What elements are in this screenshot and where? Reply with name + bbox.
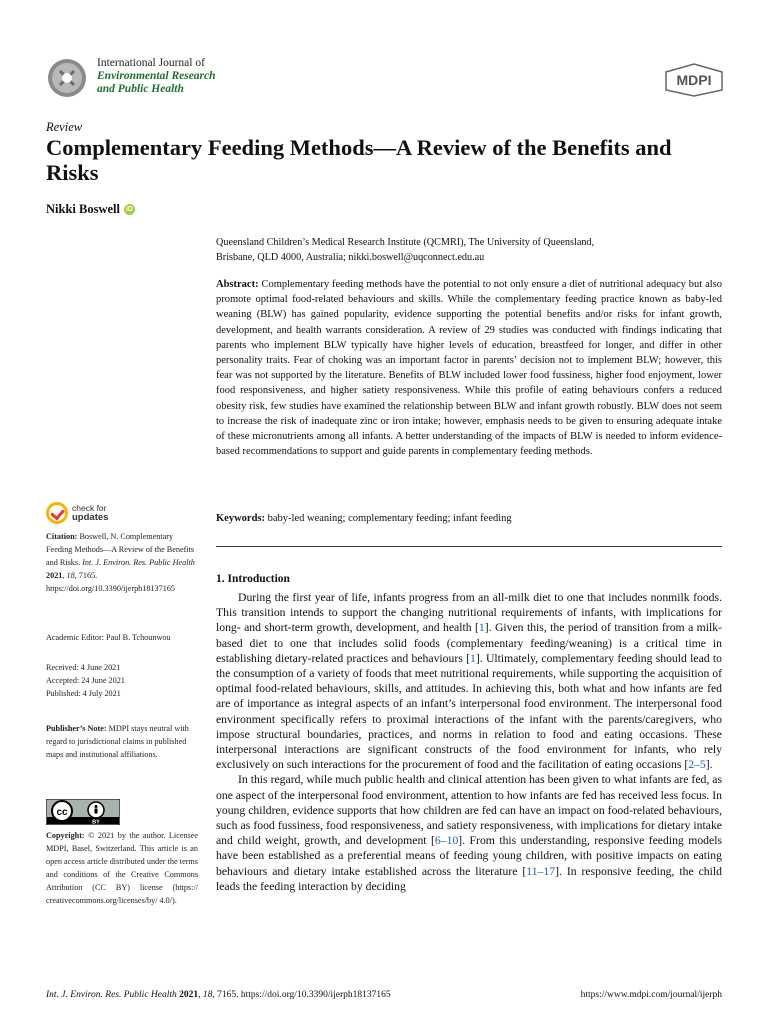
footer-citation: Int. J. Environ. Res. Public Health 2021, 18, 7165. https://doi.org/10.3390/ijerph18137165	[46, 990, 391, 1000]
check-for-updates-button[interactable]	[46, 502, 108, 524]
author-name: Nikki Boswell	[46, 202, 120, 216]
abstract	[216, 277, 722, 459]
body-text	[216, 590, 722, 894]
orcid-icon[interactable]: iD	[125, 206, 133, 213]
journal-name-line2: Environmental Research	[97, 70, 216, 82]
keywords-label: Keywords:	[216, 513, 265, 524]
article-type: Review	[46, 120, 83, 134]
paragraph: During the first year of life, infants progress from an all-milk diet to one that includes nonmilk foods. This transition intends to support the changing nutritional requirements of infants, with implications for long- and short-term growth, development, and health [1]. Given this, the period of transition from a milk-based diet to one that includes solid foods (complementary feeding/weaning) is a critical time in establishing dietary-related practices and behaviours [1]. Ultimately, complementary feeding should lead to the consumption of a variety of foods that meet nutritional requirements, while supporting the acquisition of optimal food-related behaviours, skills, and attitudes. In achieving this, both what and how infants are fed are of importance as integral aspects of an infant’s interpersonal food environment. The interpersonal food environment specifically refers to proximal interactions of the infant with the parents/caregivers, who impose structural boundaries, practices, and norms in relation to food and eating occasions. These interpersonal interactions are significant constructs of the food environment for infants, who rely exclusively on such interactions for the procurement of food and the facilitation of eating occasions [2–5].	[216, 591, 723, 772]
check-updates-line2: updates	[72, 512, 109, 523]
publication-dates	[46, 661, 198, 700]
check-updates-line1: check for	[72, 503, 107, 513]
citation-year: 2021	[46, 571, 63, 581]
journal-name	[97, 57, 216, 96]
cc-by-license-icon[interactable]	[46, 799, 120, 825]
keywords	[216, 513, 722, 524]
copyright-text: © 2021 by the author. Licensee MDPI, Basel, Switzerland. This article is an open access article distributed under the terms and conditions of the Creative Commons Attribution (CC BY) license (https:// creativecommons.org/licenses/by/ 4.0/).	[46, 831, 199, 906]
reference-link[interactable]: 1	[470, 651, 476, 665]
affiliation-line1: Queensland Children’s Medical Research Institute (QCMRI), The University of Queensland,	[216, 237, 595, 248]
by-label: BY	[92, 819, 100, 825]
citation-doi[interactable]: , 7165. https://doi.org/10.3390/ijerph18137165	[46, 571, 176, 594]
journal-name-line3: and Public Health	[97, 83, 184, 95]
academic-editor: Academic Editor: Paul B. Tchounwou	[46, 633, 171, 642]
keywords-text: baby-led weaning; complementary feeding; infant feeding	[267, 513, 512, 524]
footer-journal: Int. J. Environ. Res. Public Health	[46, 990, 177, 1000]
mdpi-logo-icon	[664, 63, 724, 97]
received-date: Received: 4 June 2021	[46, 663, 121, 672]
copyright-label: Copyright:	[46, 831, 85, 840]
abstract-label: Abstract:	[216, 279, 259, 290]
citation: Citation: Boswell, N. Complementary Feeding Methods—A Review of the Benefits and Risks. Int. J. Environ. Res. Public Health 2021, 18, 7165. https://doi.org/10.3390/ijerph18137165	[46, 532, 195, 594]
copyright	[46, 829, 198, 908]
published-date: Published: 4 July 2021	[46, 689, 121, 699]
page-footer	[46, 990, 722, 1000]
citation-journal: Int. J. Environ. Res. Public Health	[82, 558, 195, 568]
reference-link[interactable]: 6–10	[434, 834, 459, 848]
journal-name-line1: International Journal of	[97, 57, 205, 69]
reference-link[interactable]: 2–5	[688, 758, 706, 772]
affiliation	[216, 236, 726, 265]
citation-volume: 18	[66, 571, 75, 581]
footer-volume: 18	[202, 990, 213, 1000]
check-updates-label	[72, 504, 108, 522]
divider	[216, 546, 722, 547]
cc-label: cc	[56, 807, 68, 818]
reference-link[interactable]: 11–17	[526, 864, 556, 878]
citation-label: Citation:	[46, 532, 78, 541]
author	[46, 202, 135, 217]
publisher-note-text: MDPI stays neutral with regard to jurisdictional claims in published maps and institutional affiliations.	[46, 724, 189, 760]
abstract-text: Complementary feeding methods have the potential to not only ensure a diet of nutritional adequacy but also promote optimal food-related behaviours and skills. While the complementary feeding practice known as baby-led weaning (BLW) has gained popularity, evidence supporting the potential benefits and/or risks for infant growth, development, and health warrants consideration. A review of 29 studies was conducted with findings indicating that parents who implement BLW typically have higher levels of education, breastfeed for longer, and differ in other personality traits. Fear of choking was an important factor in parents’ decision not to implement BLW; however, this fear was not supported by the literature. Benefits of BLW included lower food fussiness, higher food enjoyment, lower food responsiveness, and higher satiety responsiveness. While this profile of eating behaviours confers a reduced obesity risk, few studies have examined the relationship between BLW and infant growth robustly. BLW does not seem to increase the risk of inadequate zinc or iron intake; however, emphasis needs to be given to ensuring adequate intake of these micronutrients among all infants. A better understanding of the impacts of BLW is needed to inform evidence-based recommendations to support and guide parents in complementary feeding methods.	[216, 279, 722, 458]
footer-url[interactable]: https://www.mdpi.com/journal/ijerph	[580, 990, 722, 1000]
article-title: Complementary Feeding Methods—A Review of the Benefits and Risks	[46, 135, 672, 185]
section-heading: 1. Introduction	[216, 573, 290, 585]
publisher-note	[46, 722, 198, 761]
paragraph: In this regard, while much public health and clinical attention has been given to what infants are fed, as one aspect of the interpersonal food environment, attention to how infants are fed has received less focus. In young children, evidence supports that how children are fed can have an impact on food-related behaviours, such as food fussiness, food responsiveness, and satiety responsiveness, with implications for dietary intake and child weight, growth, and development [6–10]. From this understanding, responsive feeding models have been established as a preferential means of feeding young children, with positive impacts on eating behaviours and dietary intake established across the literature [11–17]. In responsive feeding, the child leads the feeding interaction by deciding	[216, 773, 722, 893]
footer-doi[interactable]: , 7165. https://doi.org/10.3390/ijerph18137165	[212, 990, 391, 1000]
accepted-date: Accepted: 24 June 2021	[46, 676, 125, 686]
reference-link[interactable]: 1	[478, 621, 485, 635]
journal-logo-icon	[46, 57, 88, 99]
check-updates-icon	[46, 502, 68, 524]
mdpi-logo-text: MDPI	[676, 72, 712, 88]
publisher-note-label: Publisher’s Note:	[46, 724, 107, 733]
citation-text: Boswell, N. Complementary Feeding Methods—A Review of the Benefits and Risks.	[46, 532, 195, 568]
footer-year: 2021	[179, 990, 199, 1000]
affiliation-line2: Brisbane, QLD 4000, Australia; nikki.boswell@uqconnect.edu.au	[216, 251, 485, 263]
